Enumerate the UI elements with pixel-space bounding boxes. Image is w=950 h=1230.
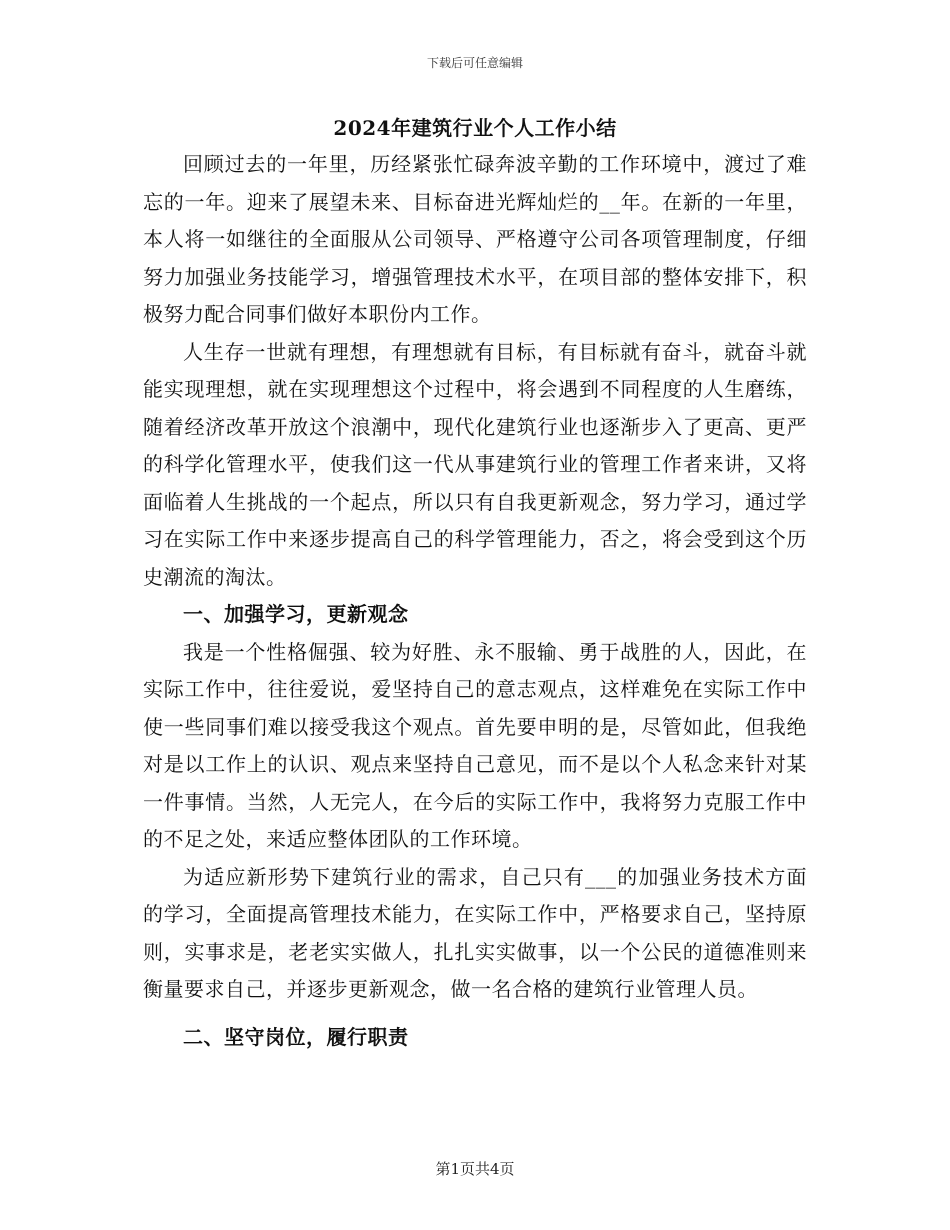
section-heading-1: 一、加强学习，更新观念	[183, 602, 409, 626]
header-note: 下载后可任意编辑	[426, 56, 523, 70]
document-title: 2024年建筑行业个人工作小结	[333, 116, 617, 140]
paragraph-character: 我是一个性格倔强、较为好胜、永不服输、勇于战胜的人，因此，在实际工作中，往往爱说，爱坚持自己的意志观点，这样难免在实际工作中使一些同事们难以接受我这个观点。首先要申明的是，尽管如此，但我绝对是以工作上的认识、观点来坚持自己意见，而不是以个人私念来针对某一件事情。当然，人无完人，在今后的实际工作中，我将努力克服工作中的不足之处，来适应整体团队的工作环境。	[143, 639, 807, 851]
paragraph-adapt: 为适应新形势下建筑行业的需求，自己只有___的加强业务技术方面的学习，全面提高管理技术能力，在实际工作中，严格要求自己，坚持原则，实事求是，老老实实做人，扎扎实实做事，以一个公民的道德准则来衡量要求自己，并逐步更新观念，做一名合格的建筑行业管理人员。	[143, 864, 807, 1001]
paragraph-intro: 回顾过去的一年里，历经紧张忙碌奔波辛勤的工作环境中，渡过了难忘的一年。迎来了展望未来、目标奋进光辉灿烂的__年。在新的一年里，本人将一如继往的全面服从公司领导、严格遵守公司各项管理制度，仔细努力加强业务技能学习，增强管理技术水平，在项目部的整体安排下，积极努力配合同事们做好本职份内工作。	[143, 152, 807, 326]
document-body	[143, 146, 807, 1056]
section-heading-2: 二、坚守岗位，履行职责	[183, 1024, 409, 1049]
paragraph-life: 人生存一世就有理想，有理想就有目标，有目标就有奋斗，就奋斗就能实现理想，就在实现理想这个过程中，将会遇到不同程度的人生磨练，随着经济改革开放这个浪潮中，现代化建筑行业也逐渐步入了更高、更严的科学化管理水平，使我们这一代从事建筑行业的管理工作者来讲，又将面临着人生挑战的一个起点，所以只有自我更新观念，努力学习，通过学习在实际工作中来逐步提高自己的科学管理能力，否之，将会受到这个历史潮流的淘汰。	[143, 339, 807, 589]
page-number: 第1页共4页	[435, 1160, 515, 1178]
